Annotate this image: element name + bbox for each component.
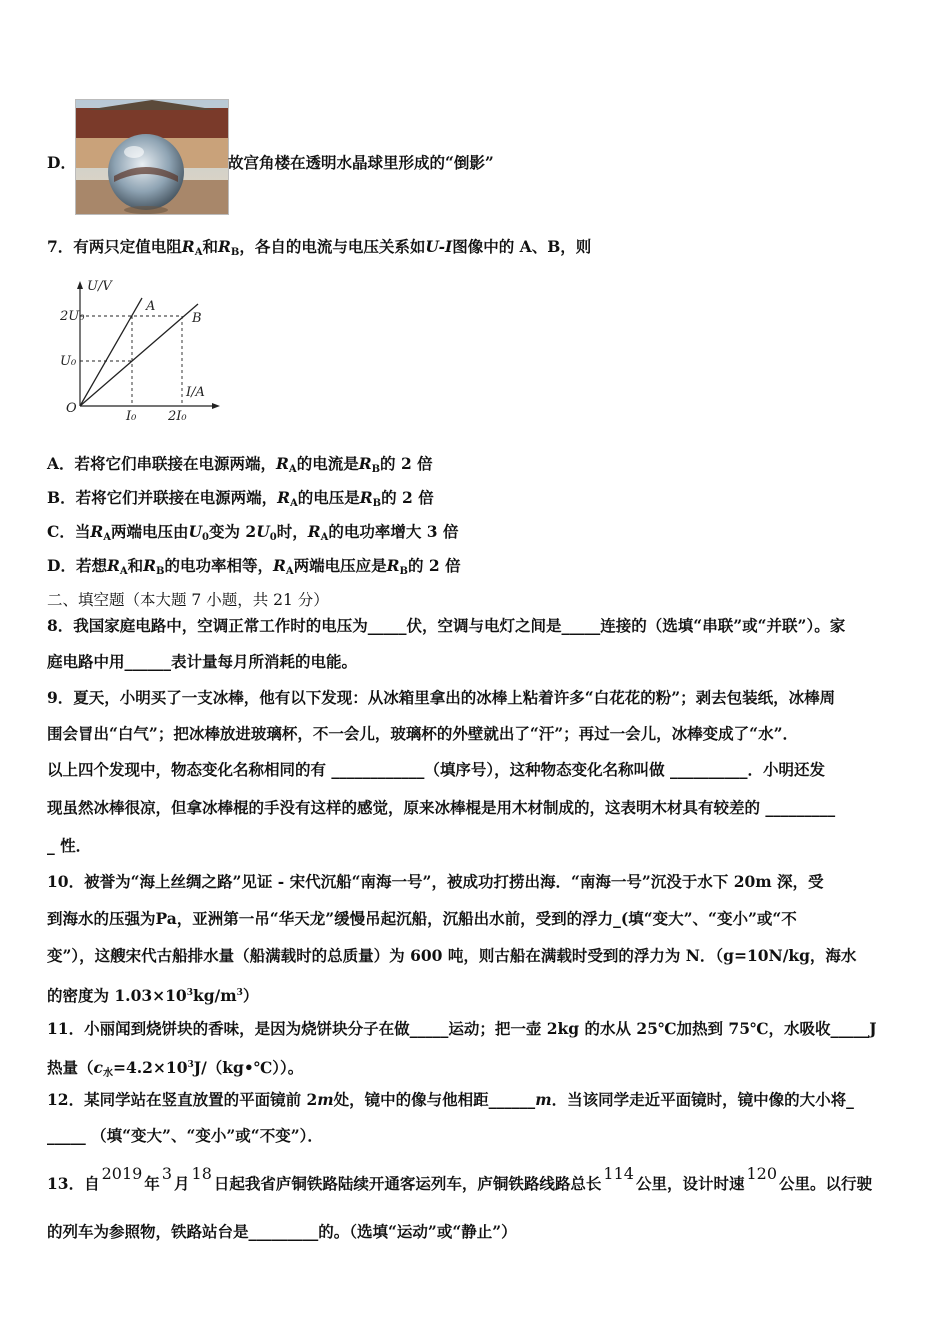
q7-option-a: A．若将它们串联接在电源两端，$R_A$的电流是$R_B$的 2 倍	[47, 454, 433, 475]
q9-line-4: 现虽然冰棒很凉，但拿冰棒棍的手没有这样的感觉，原来冰棒棍是用木材制成的，这表明木材具有较差的 _________	[47, 798, 836, 817]
q8-line-2: 庭电路中用______表计量每月所消耗的电能。	[47, 652, 358, 671]
q9-line-3: 以上四个发现中，物态变化名称相同的有 ____________（填序号），这种物态变化名称叫做 __________．小明还发	[47, 760, 826, 779]
x-axis-arrow-icon	[212, 403, 220, 409]
q9-line-2: 围会冒出“白气”；把冰棒放进玻璃杯，不一会儿，玻璃杯的外壁就出了“汗”；再过一会儿，冰棒变成了“水”．	[47, 724, 798, 743]
q10-line-2: 到海水的压强为Pa，亚洲第一吊“华天龙”缓慢吊起沉船，沉船出水前，受到的浮力_(填“变大”、“变小”或“不	[47, 909, 797, 928]
q6-option-d-text: 故宫角楼在透明水晶球里形成的“倒影”	[228, 153, 494, 172]
line-b-label: B	[192, 311, 202, 326]
q7-stem: 7．有两只定值电阻$R_A$和$R_B$，各自的电流与电压关系如U-I图像中的 A、B，则	[47, 237, 592, 258]
q10-line-1: 10．被誉为“海上丝绸之路”见证 - 宋代沉船“南海一号”，被成功打捞出海．“南海一号”沉没于水下 20m 深，受	[47, 872, 824, 891]
q7-option-d: D．若想$R_A$和$R_B$的电功率相等，$R_A$两端电压应是$R_B$的 2 倍	[47, 556, 461, 577]
q12-line-2: _____ （填“变大”、“变小”或“不变”）．	[47, 1126, 323, 1145]
q9-line-5: _ 性．	[47, 836, 92, 855]
q7-option-c: C．当$R_A$两端电压由$U_0$变为 $2U_0$时，$R_A$的电功率增大 3 倍	[47, 522, 459, 543]
section-heading: 二、填空题（本大题 7 小题，共 21 分）	[47, 591, 329, 609]
x-tick-i0: I₀	[126, 409, 137, 424]
q11-line-2: 热量$(c_水=4.2\times 10^3J/(kg•℃))$。	[47, 1058, 304, 1079]
q12-line-1: 12．某同学站在竖直放置的平面镜前 2m处，镜中的像与他相距______m．当该同学走近平面镜时，镜中像的大小将_	[47, 1090, 854, 1109]
line-a	[80, 298, 142, 406]
y-tick-u0: U₀	[60, 354, 77, 369]
origin-label: O	[66, 401, 77, 416]
q6-option-d-label: D．	[47, 153, 76, 172]
q13-line-1: 13．自2019年3月18日起我省庐铜铁路陆续开通客运列车，庐铜铁路线路总长114公里，设计时速120公里。以行驶	[47, 1164, 873, 1193]
crystal-ball-photo	[75, 99, 229, 215]
line-a-label: A	[146, 299, 156, 314]
q9-line-1: 9．夏天，小明买了一支冰棒，他有以下发现：从冰箱里拿出的冰棒上粘着许多“白花花的粉”；剥去包装纸，冰棒周	[47, 688, 836, 707]
q13-line-2: 的列车为参照物，铁路站台是_________的。（选填“运动”或“静止”）	[47, 1222, 517, 1241]
q8-line-1: 8．我国家庭电路中，空调正常工作时的电压为_____伏，空调与电灯之间是_____连接的（选填“串联”或“并联”）。家	[47, 616, 846, 635]
q10-line-4: 的密度为 $1.03\times 10^3kg/m^3$）	[47, 986, 259, 1005]
line-b	[80, 304, 198, 406]
y-tick-2u0: 2U₀	[60, 309, 85, 324]
x-axis-label: I/A	[186, 385, 205, 400]
q11-line-1: 11．小丽闻到烧饼块的香味，是因为烧饼块分子在做_____运动；把一壶 2kg 的水从 25℃加热到 75℃，水吸收_____J	[47, 1019, 877, 1038]
q7-option-b: B．若将它们并联接在电源两端，$R_A$的电压是$R_B$的 2 倍	[47, 488, 434, 509]
q10-line-3: 变”），这艘宋代古船排水量（船满载时的总质量）为 600 吨，则古船在满载时受到的浮力为 N．（g=10N/kg，海水	[47, 946, 857, 965]
y-axis-arrow-icon	[77, 281, 83, 289]
y-axis-label: U/V	[87, 279, 112, 294]
x-tick-2i0: 2I₀	[168, 409, 187, 424]
ui-graph	[60, 278, 225, 428]
